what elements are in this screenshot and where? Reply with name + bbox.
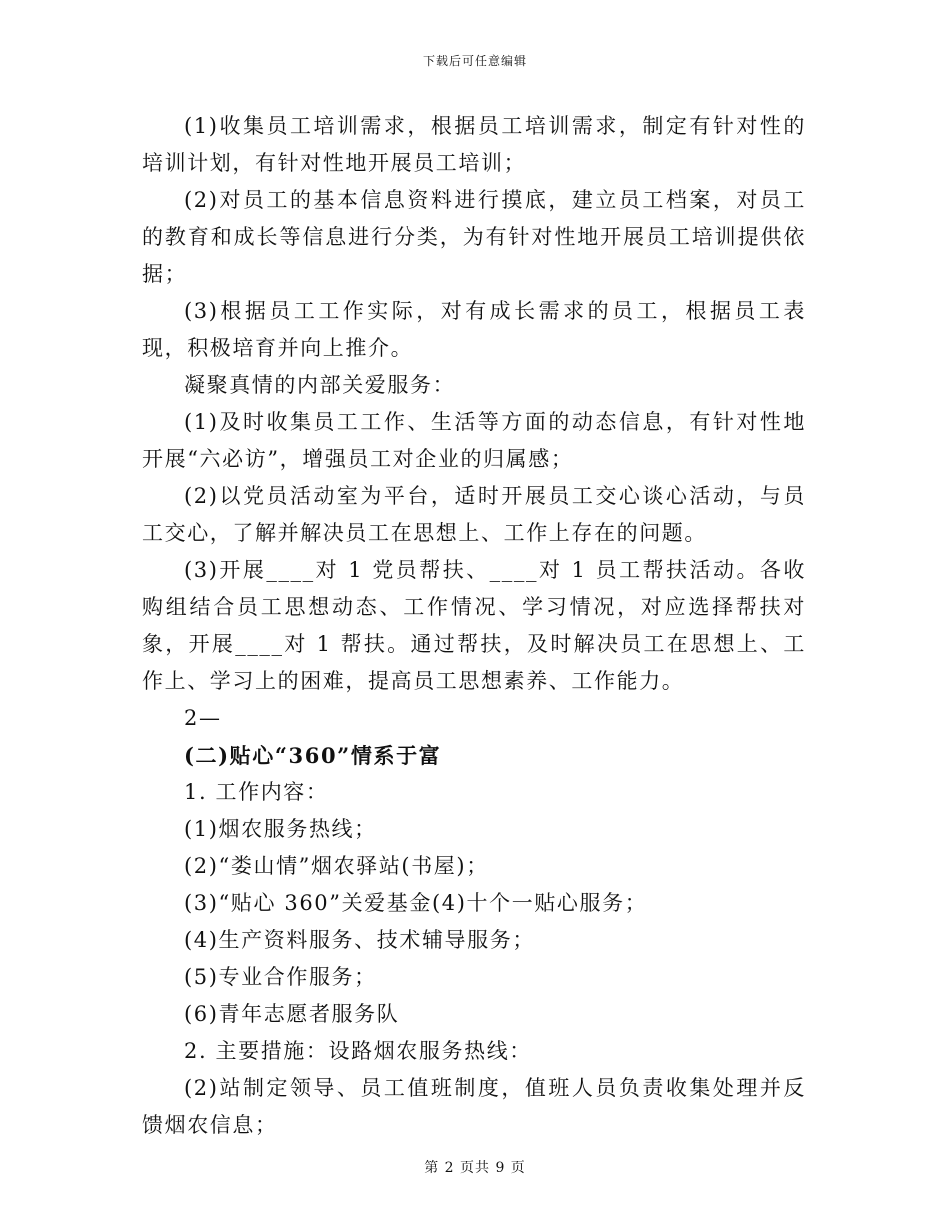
list-item-volunteers: (6)青年志愿者服务队 — [184, 1002, 400, 1026]
page-footer: 第 2 页共 9 页 — [424, 1160, 526, 1176]
paragraph-page-marker: 2— — [184, 706, 222, 730]
paragraph-six-visits: (1)及时收集员工工作、生活等方面的动态信息，有针对性地开展“六必访”，增强员工对企业的归属感； — [142, 410, 806, 471]
paragraph-pair-assistance: (3)开展____对 1 党员帮扶、____对 1 员工帮扶活动。各收购组结合员工思想动态、工作情况、学习情况，对应选择帮扶对象，开展____对 1 帮扶。通过帮扶，及时解决员工在思想上、工作上、学习上的困难，提高员工思想素养、工作能力。 — [142, 558, 806, 693]
list-item-cooperation: (5)专业合作服务； — [184, 965, 377, 989]
subheading-main-measures: 2. 主要措施：设路烟农服务热线： — [184, 1039, 532, 1063]
list-item-hotline: (1)烟农服务热线； — [184, 817, 377, 841]
page-header: 下载后可任意编辑 — [422, 54, 527, 68]
paragraph-duty-system: (2)站制定领导、员工值班制度，值班人员负责收集处理并反馈烟农信息； — [142, 1076, 806, 1137]
paragraph-training-needs: (1)收集员工培训需求，根据员工培训需求，制定有针对性的培训计划，有针对性地开展员工培训； — [142, 114, 806, 175]
list-item-care-fund: (3)“贴心 360”关爱基金(4)十个一贴心服务； — [184, 891, 648, 915]
paragraph-growth-recommendation: (3)根据员工工作实际，对有成长需求的员工，根据员工表现，积极培育并向上推介。 — [142, 299, 806, 360]
paragraph-internal-care-heading: 凝聚真情的内部关爱服务： — [184, 373, 456, 397]
subheading-work-content: 1. 工作内容： — [184, 780, 329, 804]
paragraph-heart-talks: (2)以党员活动室为平台，适时开展员工交心谈心活动，与员工交心，了解并解决员工在思想上、工作上存在的问题。 — [142, 484, 806, 545]
list-item-station: (2)“娄山情”烟农驿站(书屋)； — [184, 854, 489, 878]
document-body — [142, 108, 806, 1144]
section-heading-360: (二)贴心“360”情系于富 — [184, 743, 442, 768]
paragraph-employee-records: (2)对员工的基本信息资料进行摸底，建立员工档案，对员工的教育和成长等信息进行分类，为有针对性地开展员工培训提供依据； — [142, 188, 806, 286]
list-item-production-service: (4)生产资料服务、技术辅导服务； — [184, 928, 535, 952]
